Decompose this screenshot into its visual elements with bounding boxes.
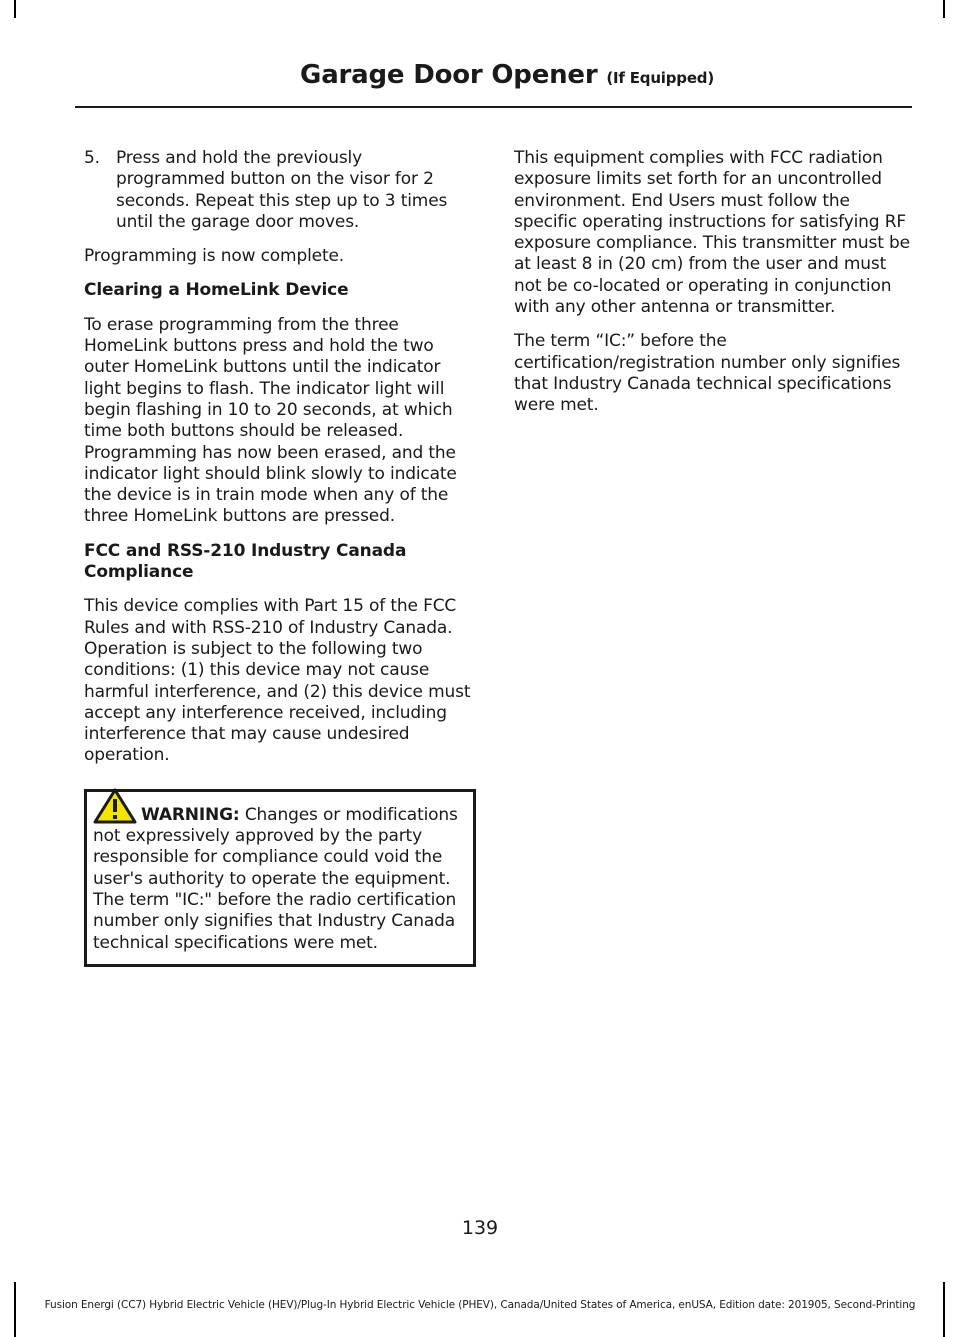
warning-triangle-icon	[93, 788, 137, 824]
right-column	[514, 148, 910, 430]
step-number: 5.	[84, 148, 100, 168]
ic-term-paragraph: The term “IC:” before the certification/registration number only signifies that Industry Canada technical specifications were met.	[514, 331, 901, 416]
rf-exposure-paragraph: This equipment complies with FCC radiation exposure limits set forth for an uncontrolled environment. End Users must follow the specific operating instructions for satisfying RF exposure compliance. This transmitter must be at least 8 in (20 cm) from the user and must not be co-located or operating in conjunction with any other antenna or transmitter.	[514, 148, 910, 318]
footer-text: Fusion Energi (CC7) Hybrid Electric Vehicle (HEV)/Plug-In Hybrid Electric Vehicle (PHEV), Canada/United States of America, enUSA, Edition date: 201905, Second-Printing	[44, 1299, 916, 1311]
page-header-title	[300, 60, 714, 93]
crop-mark-top-right	[943, 0, 945, 18]
page-number: 139	[461, 1217, 499, 1239]
clearing-heading: Clearing a HomeLink Device	[84, 280, 349, 301]
left-column	[84, 148, 476, 967]
clearing-paragraph: To erase programming from the three HomeLink buttons press and hold the two outer HomeLink buttons until the indicator light begins to flash. The indicator light will begin flashing in 10 to 20 seconds, at which time both buttons should be released. Programming has now been erased, and the indicator light should blink slowly to indicate the device is in train mode when any of the three HomeLink buttons are pressed.	[84, 314, 457, 527]
crop-mark-top-left	[14, 0, 16, 18]
warning-box	[84, 789, 476, 967]
programming-complete-text: Programming is now complete.	[84, 246, 345, 267]
section-subtitle: (If Equipped)	[606, 69, 714, 87]
fcc-heading: FCC and RSS-210 Industry Canada Compliance	[84, 540, 407, 583]
step-5	[84, 148, 476, 233]
section-title: Garage Door Opener	[300, 60, 598, 90]
header-divider	[75, 106, 912, 108]
warning-text: Changes or modifications not expressively approved by the party responsible for compliance could void the user's authority to operate the equipment. The term "IC:" before the radio certification number only signifies that Industry Canada technical specifications were met.	[93, 804, 458, 953]
warning-label: WARNING:	[141, 804, 240, 825]
fcc-paragraph: This device complies with Part 15 of the FCC Rules and with RSS-210 of Industry Canada. Operation is subject to the following two conditions: (1) this device may not cause harmful interference, and (2) this device must accept any interference received, including interference that may cause undesired operation.	[84, 596, 471, 766]
step-text: Press and hold the previously programmed button on the visor for 2 seconds. Repeat this step up to 3 times until the garage door moves.	[116, 148, 448, 232]
